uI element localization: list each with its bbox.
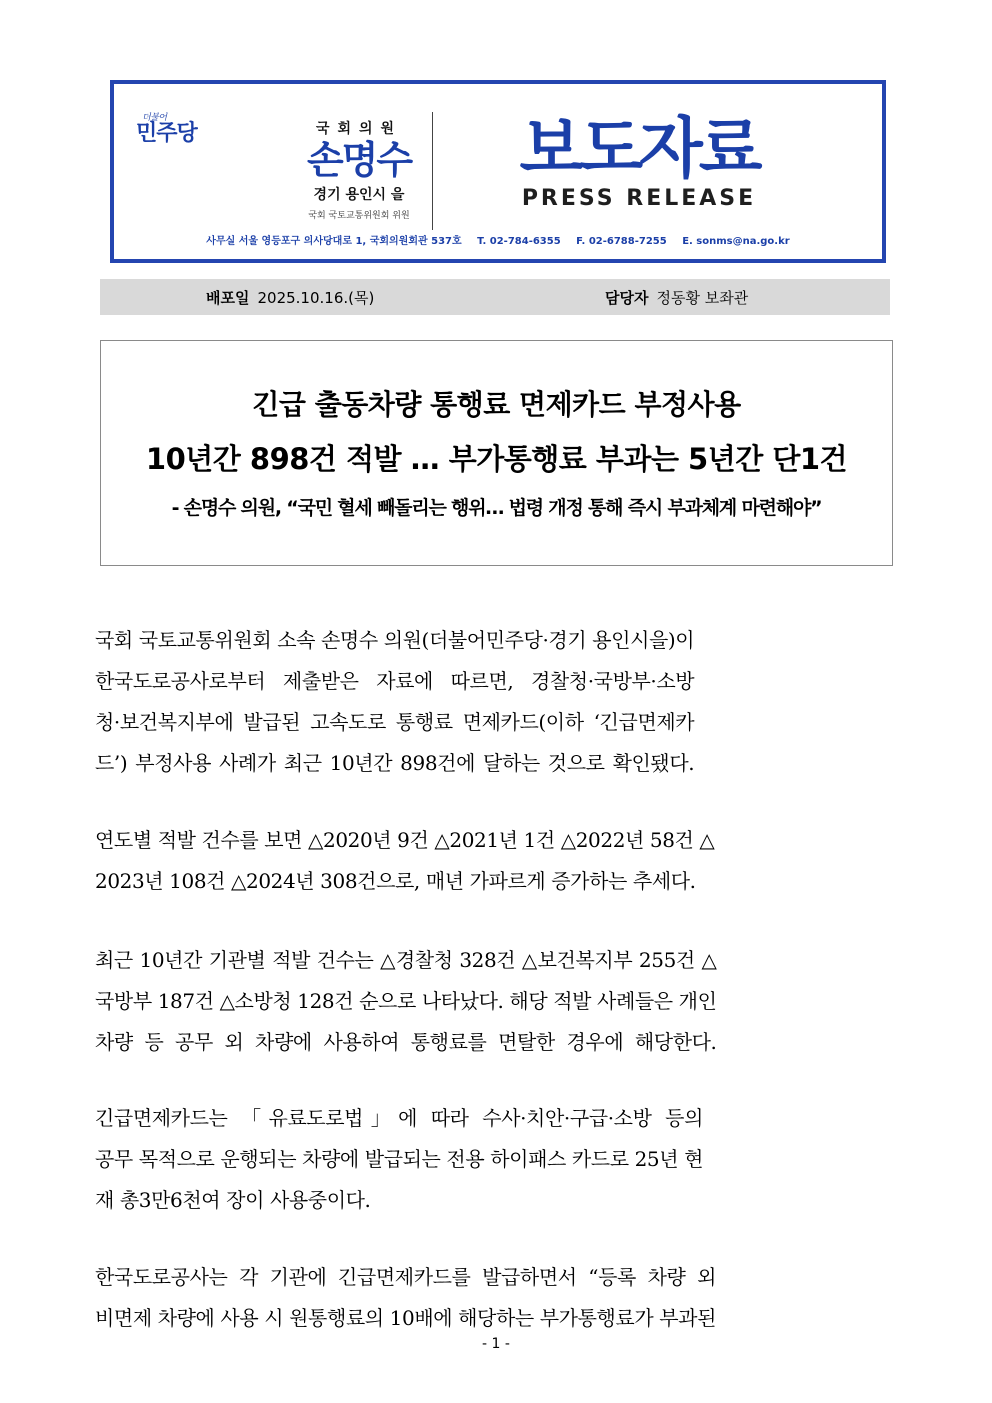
mp-committee: 국회 국토교통위원회 위원: [308, 211, 410, 221]
paragraph-line: 최근 10년간 기관별 적발 건수는 △경찰청 328건 △보건복지부 255건 △: [95, 948, 717, 972]
press-release-subtitle: PRESS RELEASE: [521, 186, 757, 211]
paragraph-line: 차량 등 공무 외 차량에 사용하여 통행료를 면탈한 경우에 해당한다.: [95, 1030, 717, 1054]
release-contact: [605, 287, 748, 308]
mp-info: [284, 118, 434, 221]
mp-region: 경기 용인시 을: [313, 187, 405, 203]
release-date: [206, 287, 374, 308]
paragraph-line: 한국도로공사는 각 기관에 긴급면제카드를 발급하면서 “등록 차량 외: [95, 1265, 716, 1289]
paragraph-line: 재 총3만6천여 장이 사용중이다.: [95, 1188, 371, 1212]
office-tel: T. 02-784-6355: [477, 236, 561, 247]
paragraph-line: 한국도로공사로부터 제출받은 자료에 따르면, 경찰청·국방부·소방: [95, 669, 695, 693]
headline-line-2: 10년간 898건 적발 … 부가통행료 부과는 5년간 단1건: [145, 442, 848, 476]
release-contact-label: 담당자: [605, 289, 649, 307]
release-date-label: 배포일: [206, 289, 250, 307]
release-meta-bar: [100, 279, 890, 315]
release-date-value: 2025.10.16.(목): [257, 289, 375, 307]
headline-line-1: 긴급 출동차량 통행료 면제카드 부정사용: [252, 388, 741, 421]
paragraph-line: 긴급면제카드는 「유료도로법」에 따라 수사·치안·구급·소방 등의: [95, 1106, 704, 1130]
party-logo-main: 민주당: [136, 121, 197, 146]
paragraph-4: [95, 1098, 703, 1221]
paragraph-2: [95, 820, 714, 902]
press-release-title: 보도자료: [519, 110, 759, 187]
paragraph-line: 2023년 108건 △2024년 308건으로, 매년 가파르게 증가하는 추세다.: [95, 869, 696, 893]
paragraph-line: 청·보건복지부에 발급된 고속도로 통행료 면제카드(이하 ‘긴급면제카: [95, 710, 695, 734]
headline-box: [100, 340, 893, 566]
press-release-banner: [110, 80, 886, 263]
paragraph-1: [95, 620, 694, 784]
banner-divider: [432, 112, 433, 230]
page-number: - 1 -: [482, 1336, 510, 1352]
office-contact: [114, 232, 882, 247]
paragraph-line: 국회 국토교통위원회 소속 손명수 의원(더불어민주당·경기 용인시을)이: [95, 628, 695, 652]
paragraph-line: 국방부 187건 △소방청 128건 순으로 나타났다. 해당 적발 사례들은 개인: [95, 989, 717, 1013]
office-email: E. sonms@na.go.kr: [682, 236, 790, 247]
party-logo-small: 더불어: [142, 113, 167, 123]
headline-subline: - 손명수 의원, “국민 혈세 빼돌리는 행위… 법령 개정 통해 즉시 부과체계 마련해야”: [171, 497, 822, 519]
press-release-heading: [514, 110, 764, 211]
paragraph-line: 비면제 차량에 사용 시 원통행료의 10배에 해당하는 부가통행료가 부과된: [95, 1306, 716, 1330]
paragraph-line: 연도별 적발 건수를 보면 △2020년 9건 △2021년 1건 △2022년 58건 △: [95, 828, 715, 852]
mp-name: 손명수: [306, 138, 412, 182]
paragraph-line: 드’) 부정사용 사례가 최근 10년간 898건에 달하는 것으로 확인됐다.: [95, 751, 695, 775]
mp-label: 국회의원: [315, 121, 403, 137]
paragraph-line: 공무 목적으로 운행되는 차량에 발급되는 전용 하이패스 카드로 25년 현: [95, 1147, 704, 1171]
release-contact-value: 정동황 보좌관: [656, 289, 749, 307]
party-logo: [136, 110, 208, 145]
paragraph-3: [95, 940, 717, 1063]
paragraph-5: [95, 1257, 716, 1339]
office-address: 사무실 서울 영등포구 의사당대로 1, 국회의원회관 537호: [206, 236, 462, 247]
office-fax: F. 02-6788-7255: [576, 236, 667, 247]
